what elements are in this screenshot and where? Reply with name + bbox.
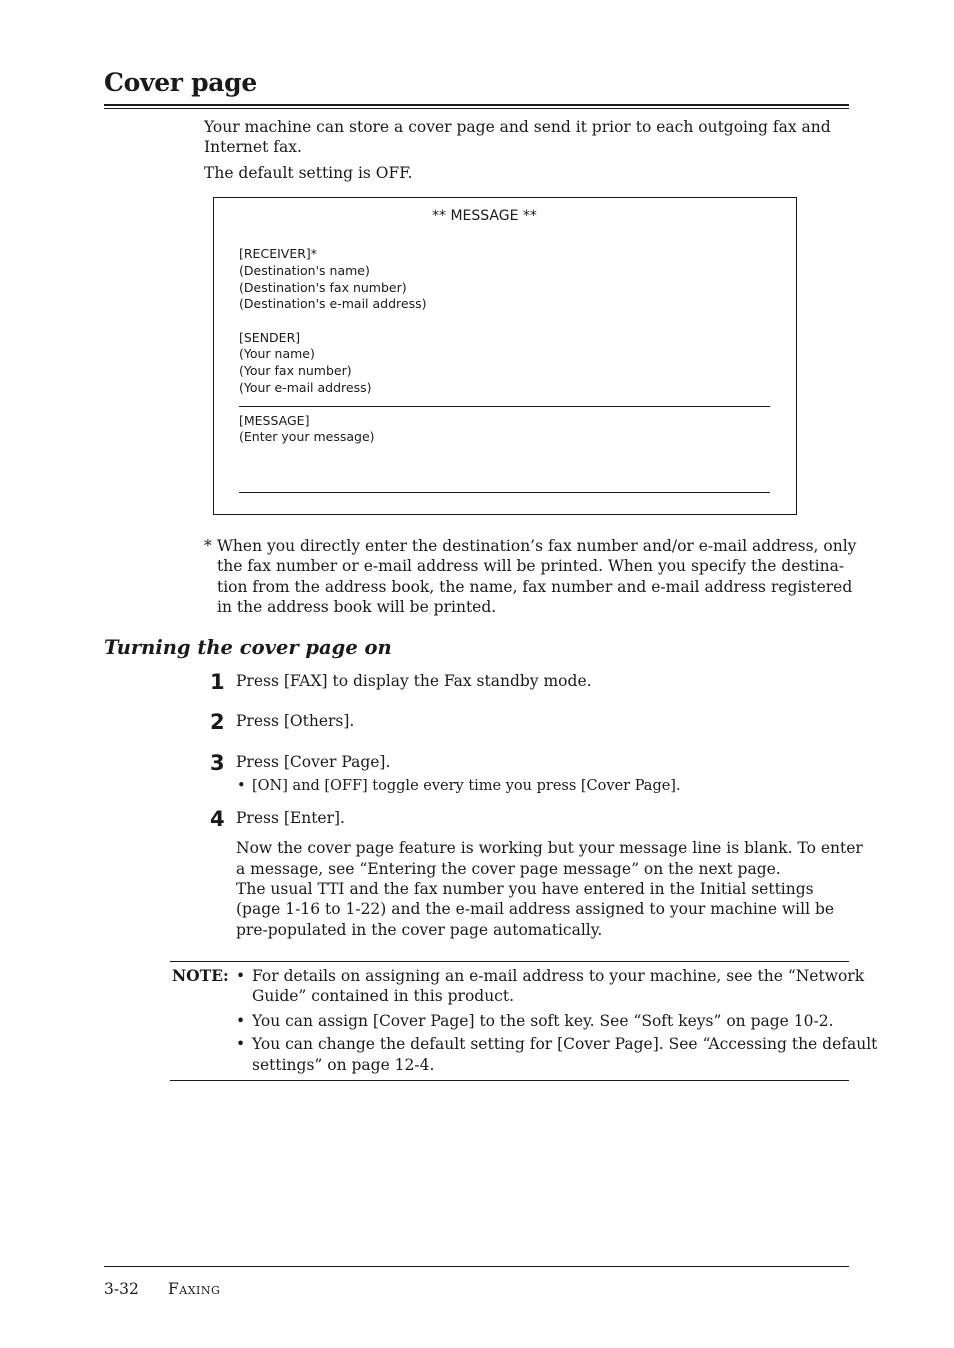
footer-rule [104,1266,849,1267]
section-heading: Turning the cover page on [104,636,392,659]
sender-name: (Your name) [239,346,315,361]
intro-line-1: Your machine can store a cover page and send it prior to each outgoing fax and [204,118,831,136]
note-bullet-2: • [236,1012,246,1030]
step-4-number: 4 [210,807,225,831]
footnote-line-1: When you directly enter the destination’s fax number and/or e-mail address, only [217,537,857,555]
step-3-bullet-text: [ON] and [OFF] toggle every time you press [Cover Page]. [252,778,681,794]
step-2-number: 2 [210,710,225,734]
step-3-number: 3 [210,751,225,775]
receiver-label: [RECEIVER]* [239,246,318,261]
message-divider-bottom [239,492,770,493]
cover-page-sample-box [213,197,797,515]
step-2-text: Press [Others]. [236,712,355,730]
page-number: 3-32 [104,1280,139,1298]
after-steps-line-2: a message, see “Entering the cover page message” on the next page. [236,860,781,878]
note-item-2-line-1: You can assign [Cover Page] to the soft key. See “Soft keys” on page 10-2. [252,1012,834,1030]
note-label: NOTE: [172,966,229,985]
message-label: [MESSAGE] [239,413,310,428]
after-steps-line-1: Now the cover page feature is working but your message line is blank. To enter [236,839,863,857]
note-item-1-line-1: For details on assigning an e-mail address to your machine, see the “Network [252,967,865,985]
default-setting-text: The default setting is OFF. [204,164,413,182]
receiver-email: (Destination's e-mail address) [239,296,427,311]
step-3-text: Press [Cover Page]. [236,753,391,771]
footer-section-name: Faxing [168,1280,221,1298]
intro-line-2: Internet fax. [204,138,302,156]
step-3-bullet-dot: • [237,778,246,794]
note-bullet-1: • [236,967,246,985]
note-item-3-line-2: settings” on page 12-4. [252,1056,435,1074]
message-placeholder: (Enter your message) [239,429,375,444]
receiver-fax: (Destination's fax number) [239,280,407,295]
note-bullet-3: • [236,1035,246,1053]
page-title: Cover page [104,68,257,97]
footnote-line-4: in the address book will be printed. [217,598,497,616]
sender-email: (Your e-mail address) [239,380,372,395]
sender-fax: (Your fax number) [239,363,352,378]
step-1-text: Press [FAX] to display the Fax standby mode. [236,672,592,690]
after-steps-line-4: (page 1-16 to 1-22) and the e-mail address assigned to your machine will be [236,900,835,918]
footnote-line-3: tion from the address book, the name, fax number and e-mail address registered [217,578,853,596]
message-header: ** MESSAGE ** [432,208,537,224]
step-4-text: Press [Enter]. [236,809,345,827]
note-item-1-line-2: Guide” contained in this product. [252,987,515,1005]
sender-label: [SENDER] [239,330,301,345]
after-steps-line-5: pre-populated in the cover page automatically. [236,921,603,939]
note-rule-bottom [170,1080,849,1081]
footnote-line-2: the fax number or e-mail address will be printed. When you specify the destina- [217,557,845,575]
receiver-name: (Destination's name) [239,263,370,278]
footnote-marker: * [204,537,212,555]
title-rule [104,104,849,106]
after-steps-line-3: The usual TTI and the fax number you have entered in the Initial settings [236,880,814,898]
step-1-number: 1 [210,670,225,694]
note-rule-top [170,961,849,962]
note-item-3-line-1: You can change the default setting for [Cover Page]. See “Accessing the default [252,1035,878,1053]
title-rule-thin [104,108,849,109]
message-divider-top [239,406,770,407]
